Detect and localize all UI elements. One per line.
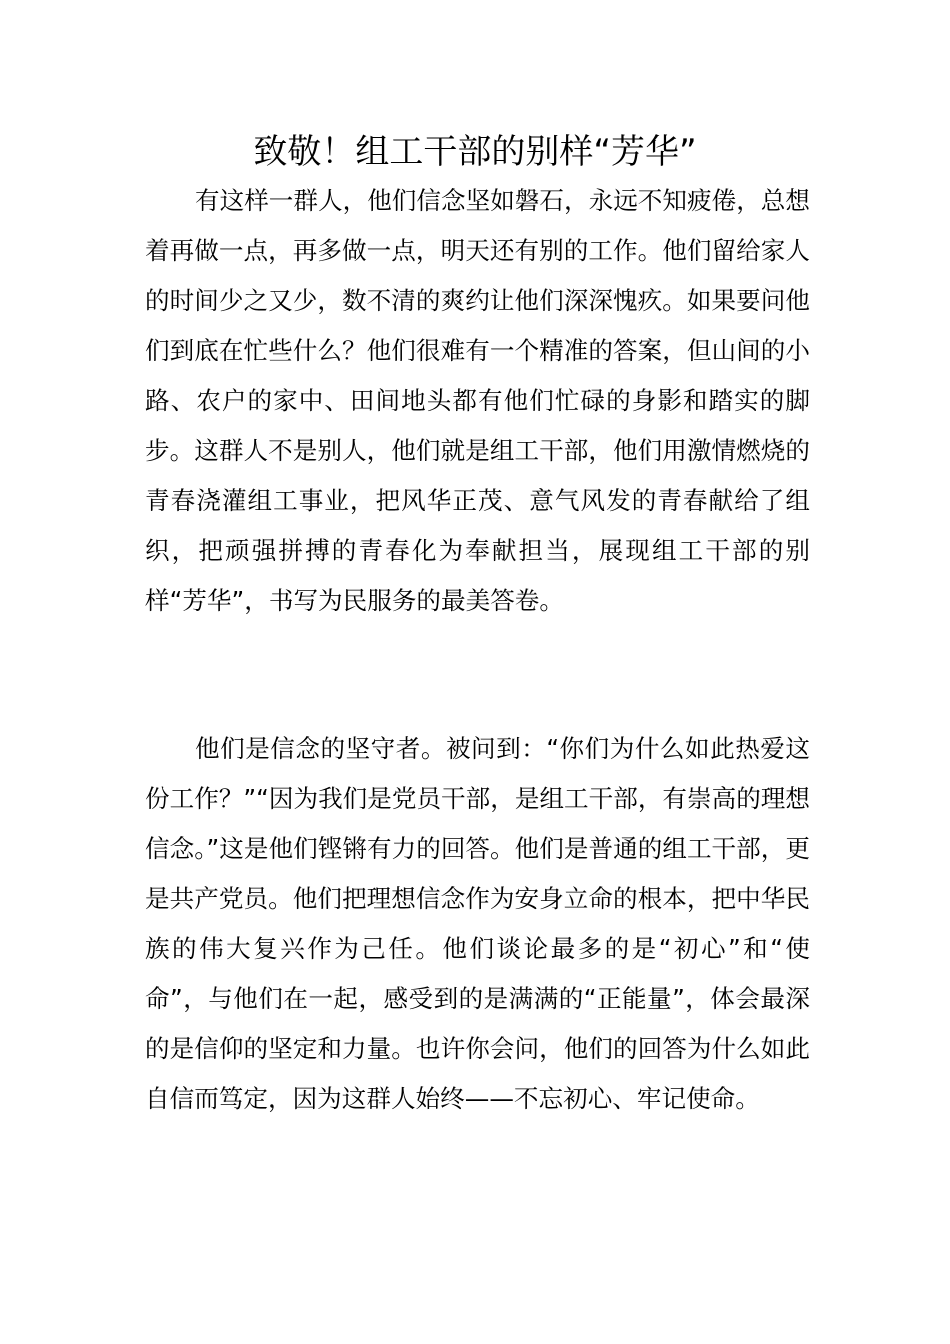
- document-title: 致敬！组工干部的别样“芳华”: [253, 132, 697, 172]
- paragraph-1: 有这样一群人，他们信念坚如磐石，永远不知疲倦，总想着再做一点，再多做一点，明天还有别的工作。他们留给家人的时间少之又少，数不清的爽约让他们深深愧疚。如果要问他们到底在忙些什么？他们很难有一个精准的答案，但山间的小路、农户的家中、田间地头都有他们忙碌的身影和踏实的脚步。这群人不是别人，他们就是组工干部，他们用激情燃烧的青春浇灌组工事业，把风华正茂、意气风发的青春献给了组织，把顽强拼搏的青春化为奉献担当，展现组工干部的别样“芳华”，书写为民服务的最美答卷。: [145, 186, 810, 615]
- paragraph-2: 他们是信念的坚守者。被问到：“你们为什么如此热爱这份工作？”“因为我们是党员干部，是组工干部，有崇高的理想信念。”这是他们铿锵有力的回答。他们是普通的组工干部，更是共产党员。他们把理想信念作为安身立命的根本，把中华民族的伟大复兴作为己任。他们谈论最多的是“初心”和“使命”，与他们在一起，感受到的是满满的“正能量”，体会最深的是信仰的坚定和力量。也许你会问，他们的回答为什么如此自信而笃定，因为这群人始终——不忘初心、牢记使命。: [145, 734, 810, 1113]
